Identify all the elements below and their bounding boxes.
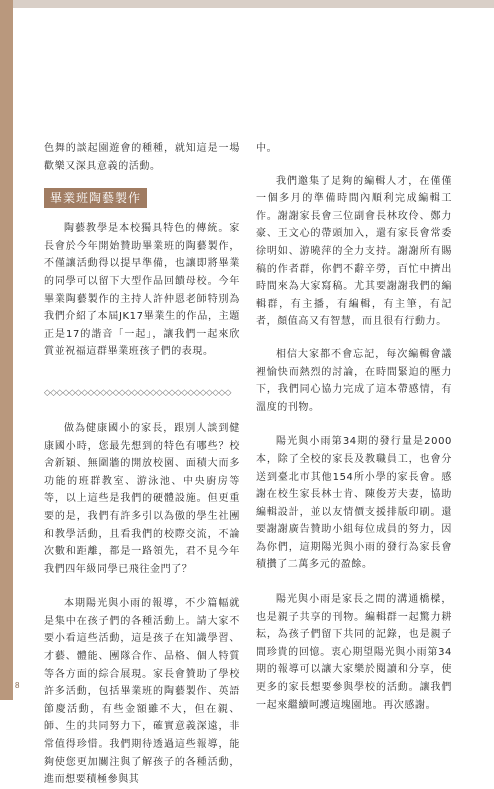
top-decorative-bar [0,0,494,8]
page-number: 8 [15,681,20,690]
paragraph-continued: 色舞的談起園遊會的種種，就知這是一場歡樂又深具意義的活動。 [44,143,240,172]
paragraph-activities: 本期陽光與小雨的報導，不少篇幅就是集中在孩子們的各種活動上。請大家不要小看這些活動，這是孩子在知識學習、才藝、體能、團隊合作、品格、個人特質等各方面的綜合展現。家長會贊助了學校許多活動，包括畢業班的陶藝製作、英語節慶活動，有些金額雖不大，但在親、師、生的共同努力下，確實意義深遠，非常值得珍惜。我們期待透過這些報導，能夠使您更加關注與了解孩子的各種活動，進而想要積極參與其 [44,598,240,786]
paragraph-circulation: 陽光與小雨第34期的發行量是2000本，除了全校的家長及教職員工，也會分送到臺北市其他154所小學的家長會。感謝在校生家長林士肯、陳俊芳夫妻，協助編輯設計，並以友情價支援排版印刷。還要謝謝廣告贊助小組每位成員的努力，因為你們，這期陽光與小雨的發行為家長會積攢了二萬多元的盈餘。 [256,436,452,571]
section-title: 畢業班陶藝製作 [44,188,147,208]
right-column [256,140,452,714]
paragraph-pottery: 陶藝教學是本校獨具特色的傳統。家長會於今年開始贊助畢業班的陶藝製作，不僅讓活動得以提早準備，也讓即將畢業的同學可以留下大型作品回饋母校。今年畢業陶藝製作的主持人許仲恩老師特別為我們介紹了本屆JK17畢業生的作品，主題正是17的諧音「一起」，讓我們一起來欣賞並祝福這群畢業班孩子們的表現。 [44,223,240,358]
paragraph-school-features: 做為健康國小的家長，跟別人談到健康國小時，您最先想到的特色有哪些？校舍新穎、無圍牆的開放校園、面積大而多功能的班群教室、游泳池、中央廚房等等，以上這些是我們的硬體設施。但更重要的是，我們有許多引以為傲的學生社團和教學活動，且看我們的校際交流，不論次數和距離，都是一路領先，君不見今年我們四年級同學已飛往金門了？ [44,422,240,575]
diamond-divider: ◇◇◇◇◇◇◇◇◇◇◇◇◇◇◇◇◇◇◇◇◇◇◇◇◇◇◇◇◇◇ [44,387,232,398]
paragraph-editors: 我們邀集了足夠的編輯人才，在僅僅一個多月的準備時間內順利完成編輯工作。謝謝家長會三位副會長林玫伶、鄭力豪、王文心的帶頭加入，還有家長會常委徐明如、游曉萍的全力支持。謝謝所有賜稿的作者群，你們不辭辛勞，百忙中擠出時間來為大家寫稿。尤其要謝謝我們的編輯群，有主播，有編輯，有主筆，有記者，顏值高又有智慧，而且很有行動力。 [256,175,452,328]
side-decorative-strip [0,0,13,700]
paragraph-meetings: 相信大家都不會忘記，每次編輯會議裡愉快而熱烈的討論，在時間緊迫的壓力下，我們同心協力完成了這本帶感情，有溫度的刊物。 [256,348,452,413]
paragraph-closing: 陽光與小雨是家長之間的溝通橋樑，也是親子共享的刊物。編輯群一起驚力耕耘，為孩子們留下共同的記錄，也是親子間珍貴的回憶。衷心期望陽光與小雨第34期的報導可以讓大家樂於閱讀和分享，使更多的家長想要參與學校的活動。讓我們一起來繼續呵護這塊園地。再次感謝。 [256,594,452,711]
paragraph-continued-end: 中。 [256,143,278,154]
left-column [44,140,240,789]
